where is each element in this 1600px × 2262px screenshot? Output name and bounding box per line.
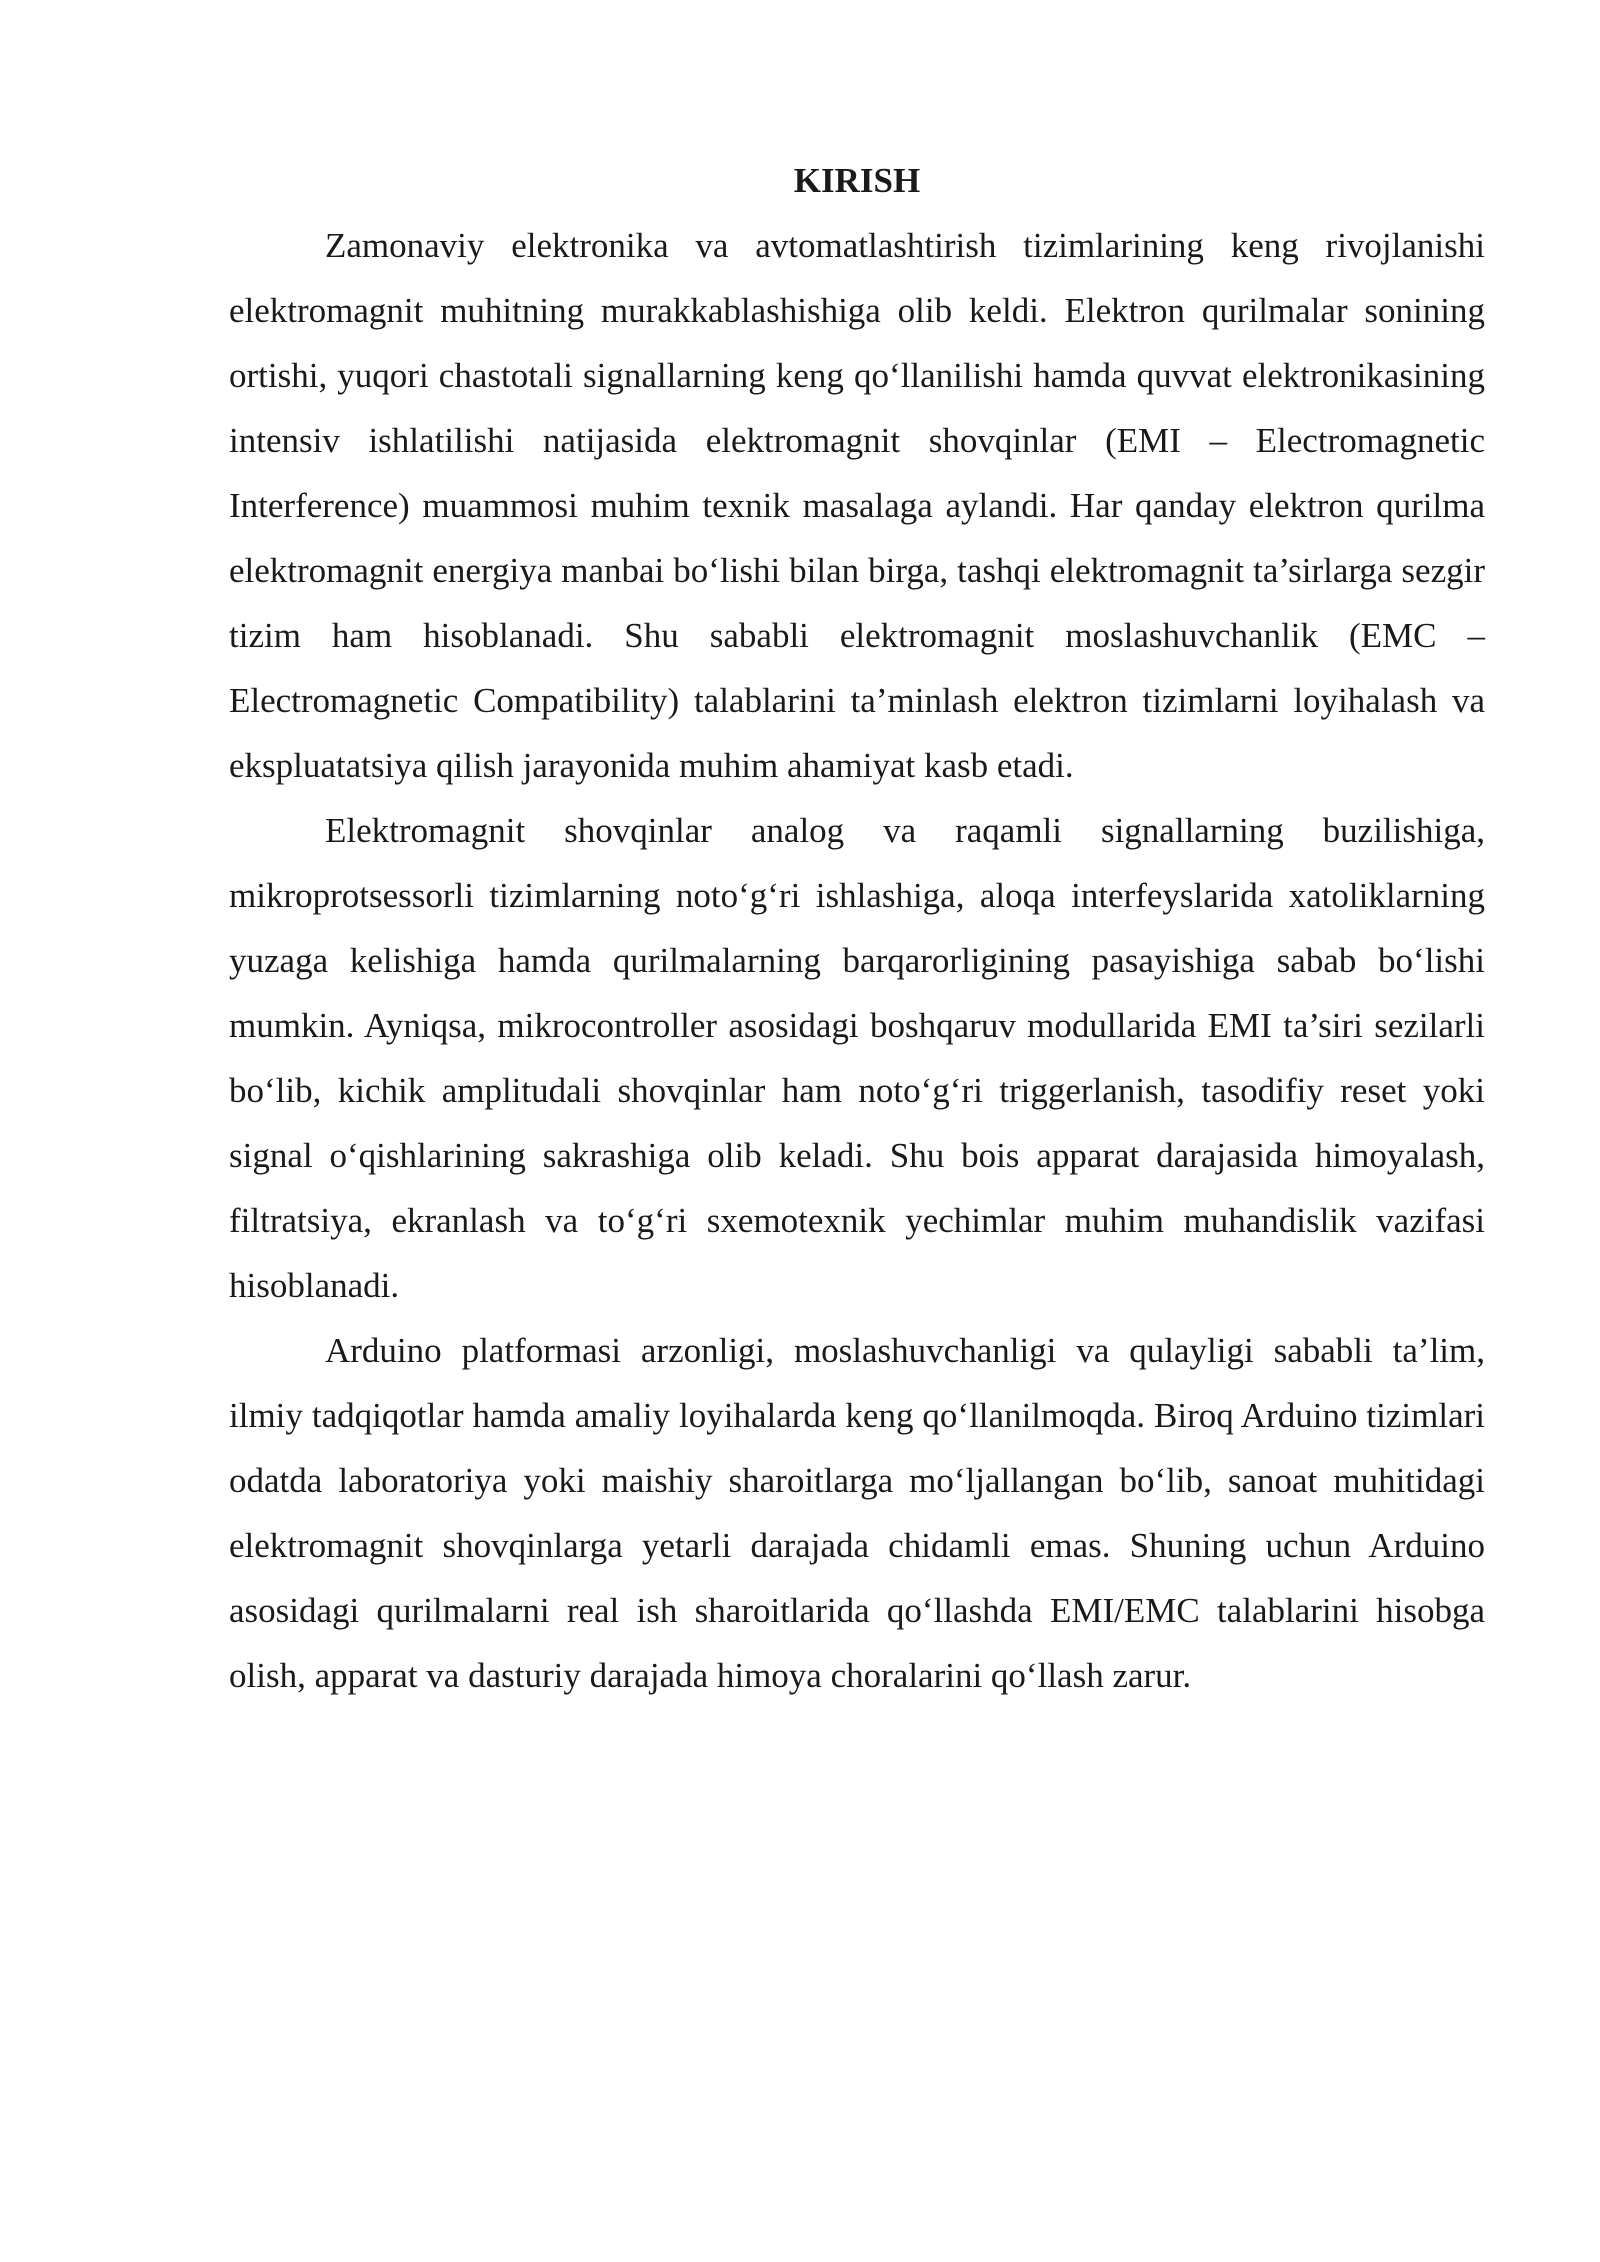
section-title: KIRISH (793, 161, 921, 200)
paragraph: Arduino platformasi arzonligi, moslashuvchanligi va qulayligi sababli ta’lim, ilmiy tadqiqotlar hamda amaliy loyihalarda keng qo‘llanilmoqda. Biroq Arduino tizimlari odatda laboratoriya yoki maishiy sharoitlarga mo‘ljallangan bo‘lib, sanoat muhitidagi elektromagnit shovqinlarga yetarli darajada chidamli emas. Shuning uchun Arduino asosidagi qurilmalarni real ish sharoitlarida qo‘llashda EMI/EMC talablarini hisobga olish, apparat va dasturiy darajada himoya choralarini qo‘llash zarur. (229, 1331, 1485, 1695)
paragraph: Elektromagnit shovqinlar analog va raqamli signallarning buzilishiga, mikroprotsessorli tizimlarning noto‘g‘ri ishlashiga, aloqa interfeyslarida xatoliklarning yuzaga kelishiga hamda qurilmalarning barqarorligining pasayishiga sabab bo‘lishi mumkin. Ayniqsa, mikrocontroller asosidagi boshqaruv modullarida EMI ta’siri sezilarli bo‘lib, kichik amplitudali shovqinlar ham noto‘g‘ri triggerlanish, tasodifiy reset yoki signal o‘qishlarining sakrashiga olib keladi. Shu bois apparat darajasida himoyalash, filtratsiya, ekranlash va to‘g‘ri sxemotexnik yechimlar muhim muhandislik vazifasi hisoblanadi. (229, 811, 1485, 1305)
page-content (229, 148, 1485, 1708)
paragraph: Zamonaviy elektronika va avtomatlashtirish tizimlarining keng rivojlanishi elektromagnit muhitning murakkablashishiga olib keldi. Elektron qurilmalar sonining ortishi, yuqori chastotali signallarning keng qo‘llanilishi hamda quvvat elektronikasining intensiv ishlatilishi natijasida elektromagnit shovqinlar (EMI – Electromagnetic Interference) muammosi muhim texnik masalaga aylandi. Har qanday elektron qurilma elektromagnit energiya manbai bo‘lishi bilan birga, tashqi elektromagnit ta’sirlarga sezgir tizim ham hisoblanadi. Shu sababli elektromagnit moslashuvchanlik (EMC – Electromagnetic Compatibility) talablarini ta’minlash elektron tizimlarni loyihalash va ekspluatatsiya qilish jarayonida muhim ahamiyat kasb etadi. (229, 226, 1485, 785)
